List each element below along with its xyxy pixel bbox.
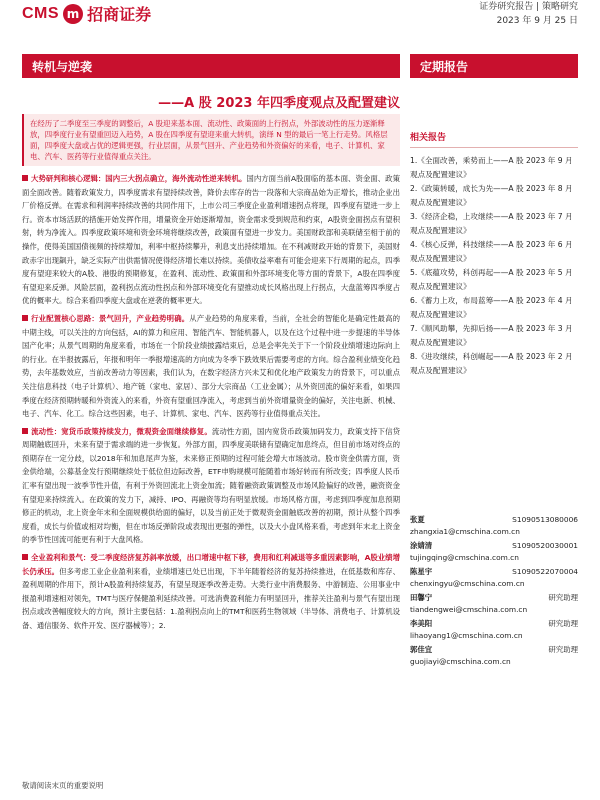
report-type-bar: 定期报告: [410, 54, 578, 78]
paragraph-liquidity: [22, 425, 400, 547]
related-report-link[interactable]: 4.《核心反弹，科技继续——A 股 2023 年 6 月观点及配置建议》: [410, 240, 573, 263]
related-report-link[interactable]: 7.《顺风助攀，先抑后扬——A 股 2023 年 3 月观点及配置建议》: [410, 324, 573, 347]
paragraph-body: 流动性方面，国内宽货币政策加码发力，政策支持下信贷周期触底回升，未来有望于需求端的进一步恢复。外部方面，四季度美联储有望确定加息终点，但目前市场对终点的预期存在一定分歧，以2018年和加息尾声为鉴，未来修正预期的过程可能会增大市场波动。股市资金供需方面，资金供给端，公募基金发行预期继续处于低位但边际改善，ETF申购规模可能随着市场好转而有所改变；四季度人民币汇率有望出现一波季节性升值，有利于外资回流北上资金加流；随着融资政策调整及市场风险偏好的改善，融资资金有望迎来持续流入。在政策的发力下，减持、IPO、再融资等均有明显放缓。市场风格方面，考虑到四季度加息预期修正的机动，北上资金年末和全面规模供给面的偏好，以及当前正处于微观资金面触底改善的初期，预计从整个四季度看，成长与价值或相对均衡，但在市场反弹阶段或表现出更强的弹性，以及大小盘风格来看，考虑到年末北上资金的季节性回流可能更有利于大盘风格。: [22, 426, 400, 545]
related-report-link[interactable]: 3.《经济企稳，上攻继续——A 股 2023 年 7 月观点及配置建议》: [410, 212, 573, 235]
analyst-id: S1090520030001: [512, 541, 578, 550]
analyst-entry: [410, 644, 578, 668]
paragraph-market-outlook: [22, 172, 400, 308]
analyst-entry: [410, 540, 578, 564]
analyst-entry: [410, 566, 578, 590]
analyst-entry: [410, 618, 578, 642]
related-report-link[interactable]: 2.《政策转暖，成长为先——A 股 2023 年 8 月观点及配置建议》: [410, 184, 573, 207]
analyst-email[interactable]: guojiayi@cmschina.com.cn: [410, 657, 511, 666]
paragraph-lead: 行业配置核心思路：景气回升，产业趋势明确。: [31, 313, 190, 323]
analyst-id: S1090522070004: [512, 567, 578, 576]
paragraph-earnings: [22, 551, 400, 633]
bullet-icon: [22, 315, 28, 321]
report-series: 证券研究报告 | 策略研究: [479, 2, 578, 12]
report-date: 2023 年 9 月 25 日: [496, 16, 578, 26]
paragraph-lead: 流动性：宽货币政策持续发力，微观资金面继续修复。: [31, 426, 212, 436]
analyst-email[interactable]: lihaoyang1@cmschina.com.cn: [410, 631, 523, 640]
related-reports-title: 相关报告: [410, 133, 447, 143]
analyst-list: [410, 514, 578, 670]
analyst-email[interactable]: tiandengwei@cmschina.com.cn: [410, 605, 528, 614]
bullet-icon: [22, 554, 28, 560]
title-bar: 转机与逆袭: [22, 54, 400, 78]
paragraph-body: 国内方面当前A股面临的基本面、资金面、政策面全面改善。随着政策发力，四季度需求有望持续改善，降价去库存的告一段落和大宗商品始为正增长，推动企业出厂价格反弹。在需求和利润率持续改善的共同作用下，上市公司三季度企业盈利增速拐点将现，四季度有望进一步上行。资本市场活跃的措施开始发挥作用，增量资金开始逐渐增加，资金需求受到规范和约束，A股资金面拐点有望积射，转为净流入。四季度政策环境和资金环境将继续改善，政策面有望进一步发力。美国财政部和美联储至相于前的操作，使得美国国债视频的持续增加，利率中枢持续攀升，利息支出持续增加。在不利减财政开始的背景下，美国财政赤字出现飙升，缺乏实际产出供需情况使得经济增长难以持续。美债收益率难有可能会迎来下行周期的起点，四季度有望迎来较大的A股、港股的预期修复，在盈利、流动性、政策面和外部环境变化等方面的背景下，A股在四季度有望迎来反弹。风险层面，盈利拐点流动性拐点和外部环境变化有望推动成长风格出现上行拐点，大盘蓝筹四季度占优的概率大。综合来看四季度大盘或在逆袭的概率更大。: [22, 174, 400, 306]
related-report-link[interactable]: 5.《底蕴攻势，科创再起——A 股 2023 年 5 月观点及配置建议》: [410, 268, 573, 291]
analyst-name: 陈星宇: [410, 567, 433, 576]
analyst-entry: [410, 514, 578, 538]
page-footer: 敬请阅读末页的重要说明: [22, 781, 104, 790]
analyst-role: 研究助理: [548, 593, 578, 602]
analyst-role: 研究助理: [548, 619, 578, 628]
related-report-link[interactable]: 6.《蓄力上攻，布局蓝筹——A 股 2023 年 4 月观点及配置建议》: [410, 296, 573, 319]
related-report-link[interactable]: 8.《进攻继续，科创崛起——A 股 2023 年 2 月观点及配置建议》: [410, 352, 573, 375]
summary-box: 在经历了二季度至三季度的调整后，A 股迎来基本面、流动性、政策面的上行拐点，外部波动性的压力逐渐释放，四季度行业有望重回迈入趋势，A 股在四季度有望迎来重大转机，演绎 N 型的最后一笔上行走势。风格层面，四季度大盘或占优的逻辑更强，行业层面，从景气回升、产业趋势和外资偏好的来看，电子、计算机、家电、汽车、医药等行业值得重点关注。: [22, 114, 400, 166]
related-reports-panel: [410, 130, 578, 378]
paragraph-body: 但多考虑工业企业盈利来看，业绩增速已处已出现，下半年随着经济的复苏持续推进，在低基数和库存、盈利周期的作用下，预计A股盈利持续复苏，有望呈现逐季改善走势。大类行业中消费服务、中游制造、公用事业中报盈利增速相对领先，TMT与医疗保健盈利延续改善。可选消费盈利能力有明显回升，推荐关注盈利与景气有望出现拐点或改善幅度较大的方向，预计主要包括：1.盈利拐点向上的TMT和医药生物领域（半导体、消费电子、计算机设备、通信服务、软件开发、医疗器械等）；2.: [22, 566, 400, 630]
header-meta: [479, 0, 578, 28]
analyst-name: 李美阳: [410, 619, 433, 628]
report-subtitle: ——A 股 2023 年四季度观点及配置建议: [158, 96, 400, 111]
related-report-link[interactable]: 1.《全面改善，乘势而上——A 股 2023 年 9 月观点及配置建议》: [410, 156, 573, 179]
analyst-entry: [410, 592, 578, 616]
analyst-name: 郭佳宜: [410, 645, 433, 654]
page-header: [0, 0, 600, 34]
main-content: [22, 114, 400, 774]
paragraph-lead: 全业盈利和景气：受二季度经济复苏斜率放缓，出口增速中枢下移，费用和红利减退等多重因素影响，A股业绩增长仍承压。: [22, 553, 400, 576]
divider: [410, 147, 578, 148]
analyst-name: 涂婧清: [410, 541, 433, 550]
analyst-role: 研究助理: [548, 645, 578, 654]
analyst-email[interactable]: zhangxia1@cmschina.com.cn: [410, 527, 520, 536]
logo-cms-text: CMS: [22, 4, 60, 22]
analyst-name: 田馨宁: [410, 593, 433, 602]
bullet-icon: [22, 175, 28, 181]
bullet-icon: [22, 428, 28, 434]
logo-mark-icon: m: [63, 4, 83, 24]
company-logo: [22, 2, 151, 25]
paragraph-body: 从产业趋势的角度来看，当前，全社会的智能化是确定性最高的中期主线，可以关注的方向包括，AI的算力和应用、智能汽车、智能机器人，以及在这个过程中进一步提速的半导体国产化率；从景气周期的角度来看，市场在一个阶段业绩披露结束后，总是会率先关于下一个阶段业绩增速边际向上的行业。在半报披露后，年报和明年一季报增速高的方向成为冬季下跌效果后需要考虑的方向。综合盈利业绩变化趋势，去年基数效应，当前改善动力等因素，我们认为，在数字经济方兴未艾和优化地产政策发力的背景下，可以重点关注信息科技（电子计算机）、地产链（家电、家居）、部分大宗商品（工业金属）；从外资回流的偏好来看，如果四季度在经济预期转暖和外资流入的来看，外资有望重回净流入，考虑到当前外资增量资金的偏好，关注电新、机械、电子、汽车、化工。综合这些因素，电子、计算机、家电、汽车、医药等行业值得重点关注。: [22, 313, 400, 419]
analyst-id: S1090513080006: [512, 515, 578, 524]
analyst-name: 张夏: [410, 515, 425, 524]
logo-chinese-text: 招商证券: [87, 5, 152, 24]
analyst-email[interactable]: tujingqing@cmschina.com.cn: [410, 553, 519, 562]
paragraph-industry-allocation: [22, 312, 400, 421]
paragraph-lead: 大势研判和核心逻辑：国内三大拐点确立，海外流动性逆来转机。: [31, 174, 247, 183]
analyst-email[interactable]: chenxingyu@cmschina.com.cn: [410, 579, 525, 588]
